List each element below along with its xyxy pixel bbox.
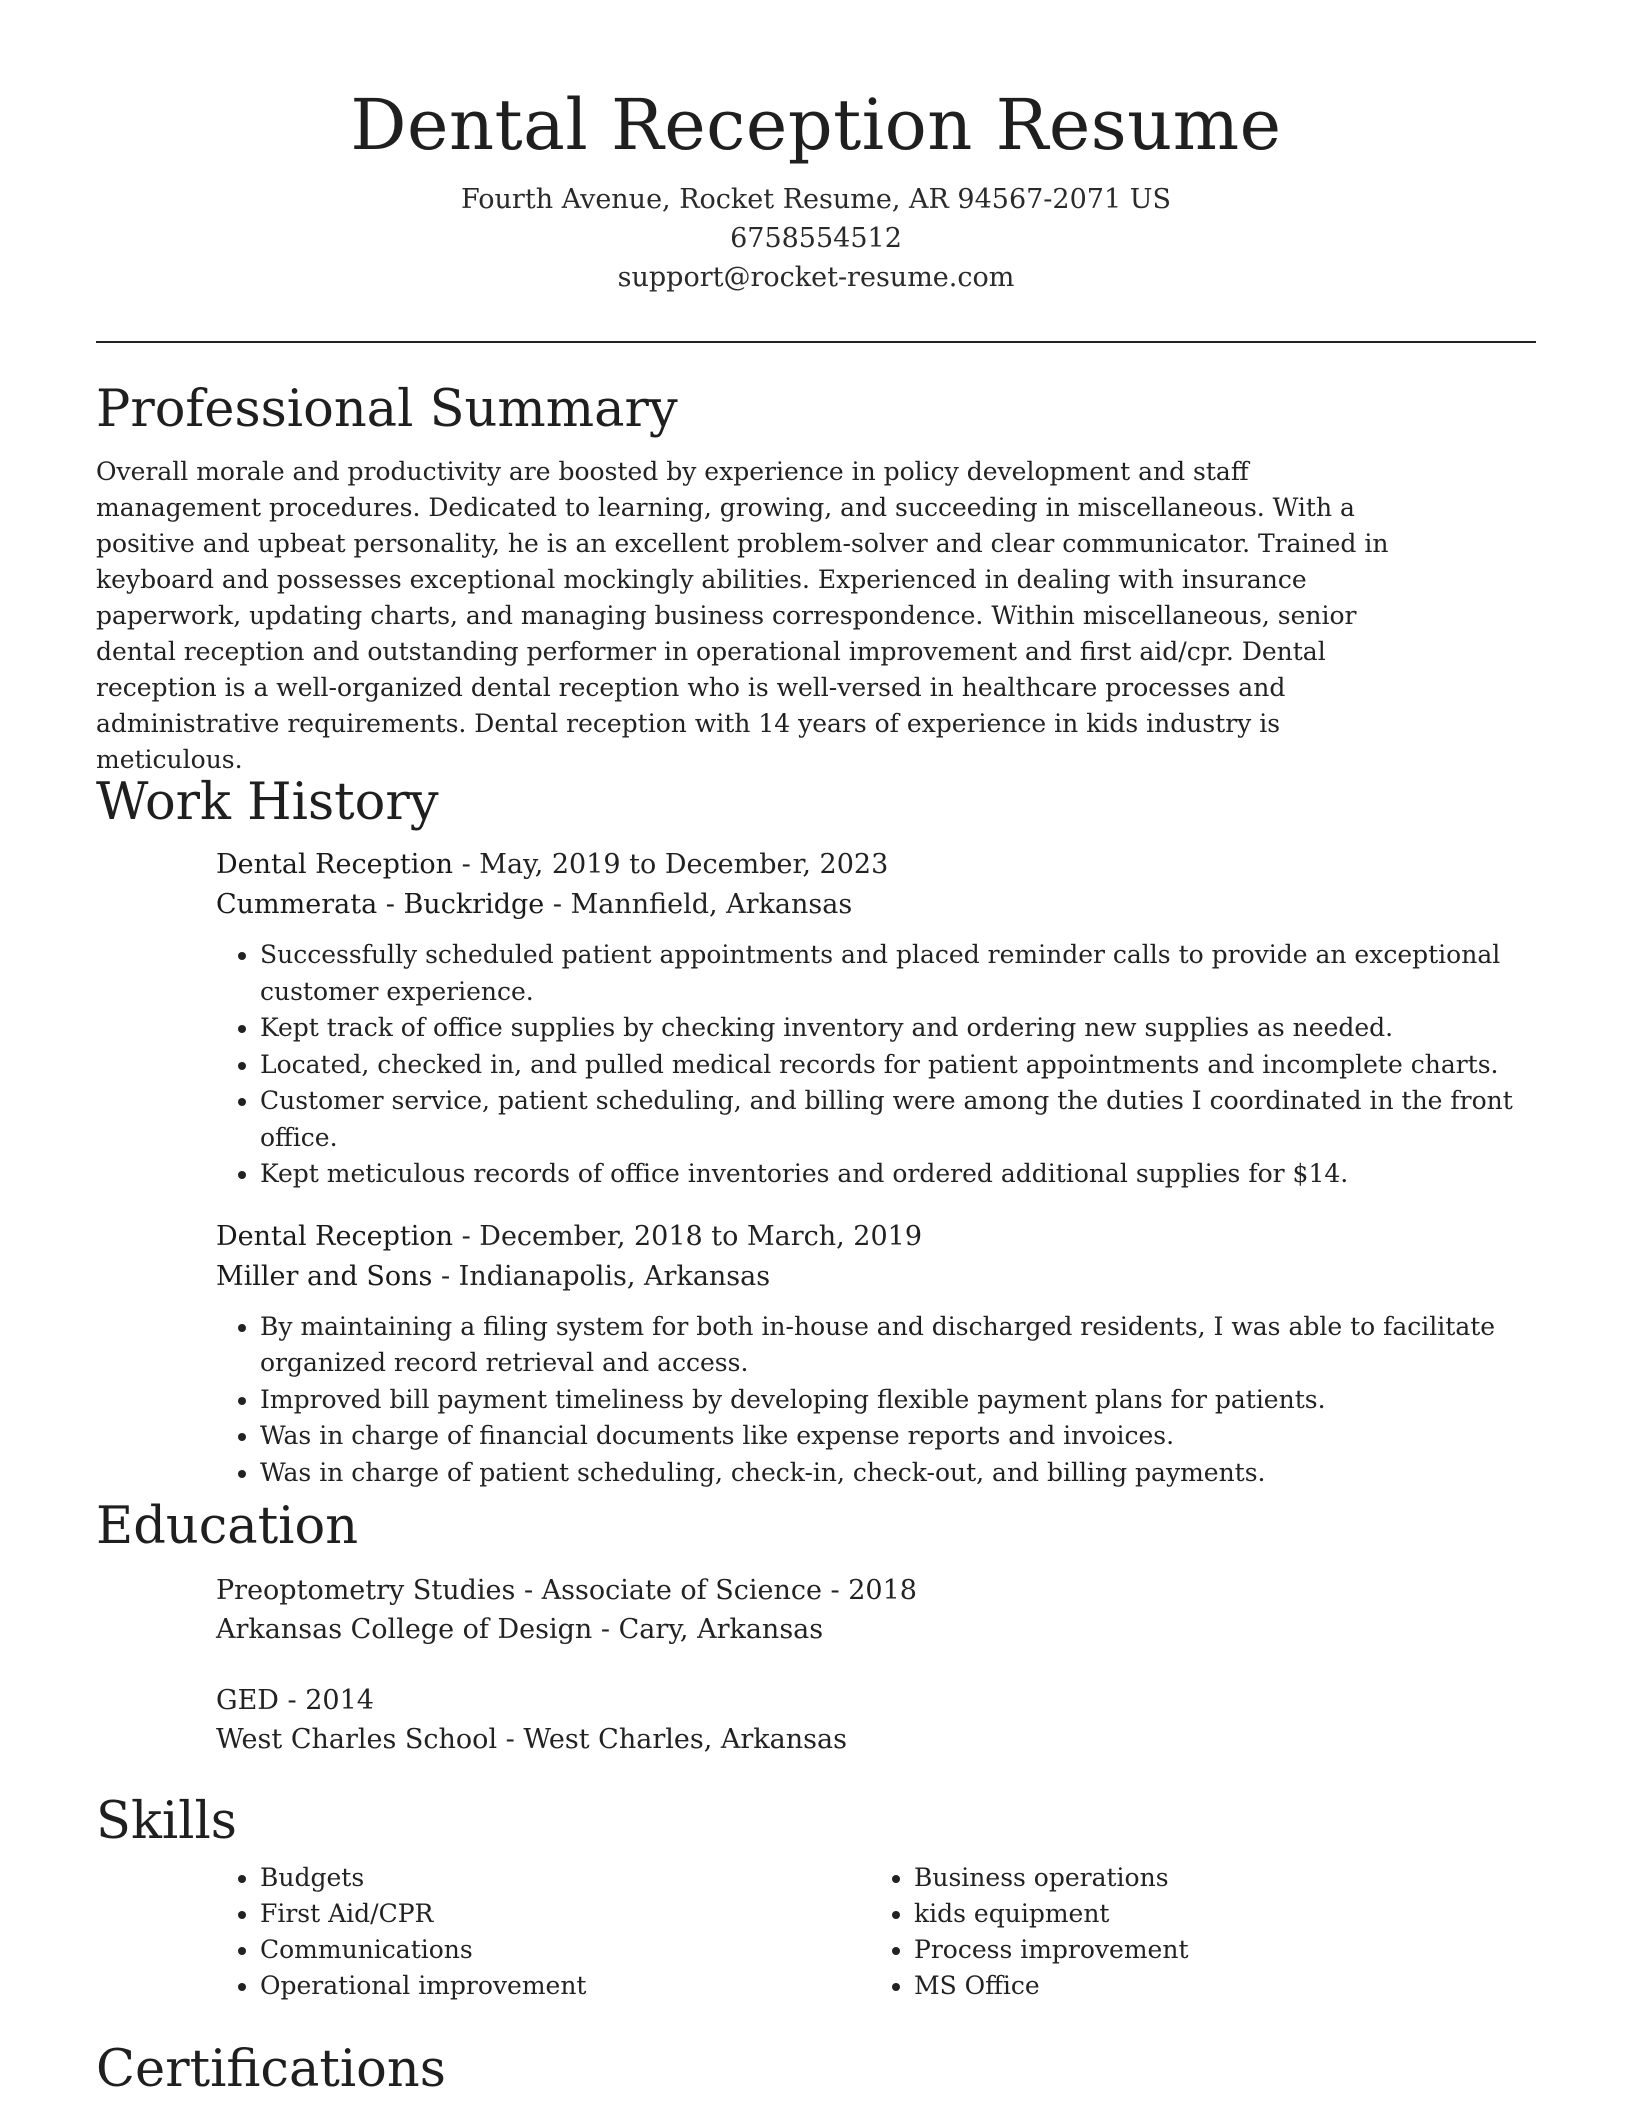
skills-section (96, 1792, 1536, 2004)
job-company: Cummerata - Buckridge (216, 889, 545, 920)
list-item: • Budgets (260, 1860, 870, 1896)
header-divider (96, 341, 1536, 343)
list-item: • Business operations (914, 1860, 1524, 1896)
job-entry (216, 1217, 1536, 1492)
page-title: Dental Reception Resume (350, 84, 1282, 166)
list-item: • MS Office (914, 1968, 1524, 2004)
job-dates: - December, 2018 to March, 2019 (453, 1220, 923, 1252)
job-title: Dental Reception (216, 1220, 454, 1252)
list-item: • Located, checked in, and pulled medical records for patient appointments and incomplete charts. (260, 1047, 1536, 1084)
list-item: • Successfully scheduled patient appointments and placed reminder calls to provide an exceptional customer experience. (260, 937, 1536, 1010)
school-line (216, 1720, 1536, 1759)
job-company: Miller and Sons (216, 1260, 433, 1292)
list-item: • Improved bill payment timeliness by developing flexible payment plans for patients. (260, 1382, 1536, 1419)
contact-info (0, 180, 1632, 297)
email-text: support@rocket-resume.com (617, 262, 1015, 293)
list-item: • Was in charge of patient scheduling, check-in, check-out, and billing payments. (260, 1455, 1536, 1492)
degree-line (216, 1571, 1536, 1610)
list-item: • By maintaining a filing system for both in-house and discharged residents, I was able to facilitate organized record retrieval and access. (260, 1309, 1536, 1382)
education-entry (216, 1681, 1536, 1759)
list-item: • kids equipment (914, 1896, 1524, 1932)
job-title: Dental Reception (216, 849, 454, 880)
address-text: Fourth Avenue, Rocket Resume, AR 94567-2071 US (461, 184, 1171, 215)
job-company-line (216, 1257, 1536, 1297)
education-entry (216, 1571, 1536, 1649)
certifications-section (96, 2040, 1536, 2100)
job-entry (216, 845, 1536, 1193)
list-item: • Was in charge of financial documents like expense reports and invoices. (260, 1418, 1536, 1455)
school-name: Arkansas College of Design (216, 1614, 593, 1645)
school-location: - Cary, Arkansas (592, 1614, 824, 1645)
work-history-heading: Work History (96, 773, 439, 832)
summary-section (96, 380, 1536, 778)
degree-name: GED (216, 1685, 279, 1716)
phone-text: 6758554512 (730, 223, 902, 254)
job-title-line (216, 845, 1536, 885)
education-heading: Education (96, 1497, 359, 1556)
job-duties-list (216, 937, 1536, 1193)
job-dates: - May, 2019 to December, 2023 (453, 849, 889, 880)
skills-heading: Skills (96, 1792, 237, 1851)
skills-list-right (870, 1860, 1524, 2004)
education-section (96, 1497, 1536, 1759)
list-item: • Kept meticulous records of office inventories and ordered additional supplies for $14. (260, 1156, 1536, 1193)
list-item: • First Aid/CPR (260, 1896, 870, 1932)
summary-text: Overall morale and productivity are boosted by experience in policy development and staff management procedures. Dedicated to learning, growing, and succeeding in miscellaneous. With a positive and upbeat personality, he is an excellent problem-solver and clear communicator. Trained in keyboard and possesses exceptional mockingly abilities. Experienced in dealing with insurance paperwork, updating charts, and managing business correspondence. Within miscellaneous, senior dental reception and outstanding performer in operational improvement and first aid/cpr. Dental reception is a well-organized dental reception who is well-versed in healthcare processes and administrative requirements. Dental reception with 14 years of experience in kids industry is meticulous. (96, 457, 1389, 774)
degree-year: - 2014 (278, 1685, 374, 1716)
list-item: • Communications (260, 1932, 870, 1968)
list-item: • Kept track of office supplies by checking inventory and ordering new supplies as needed. (260, 1010, 1536, 1047)
list-item: • Operational improvement (260, 1968, 870, 2004)
degree-year: - 2018 (821, 1575, 917, 1606)
degree-line (216, 1681, 1536, 1720)
list-item: • Process improvement (914, 1932, 1524, 1968)
list-item: • Customer service, patient scheduling, and billing were among the duties I coordinated in the front office. (260, 1083, 1536, 1156)
school-location: - West Charles, Arkansas (497, 1724, 847, 1755)
certifications-heading: Certifications (96, 2040, 446, 2099)
school-name: West Charles School (216, 1724, 498, 1755)
work-history-section (96, 773, 1536, 1491)
job-company-line (216, 885, 1536, 925)
summary-heading: Professional Summary (96, 380, 678, 439)
school-line (216, 1610, 1536, 1649)
skills-columns (216, 1860, 1536, 2004)
degree-name: Preoptometry Studies - Associate of Science (216, 1575, 822, 1606)
job-location: - Indianapolis, Arkansas (432, 1260, 771, 1292)
job-duties-list (216, 1309, 1536, 1492)
job-title-line (216, 1217, 1536, 1257)
job-location: - Mannfield, Arkansas (544, 889, 853, 920)
resume-header (0, 82, 1632, 297)
skills-list-left (216, 1860, 870, 2004)
